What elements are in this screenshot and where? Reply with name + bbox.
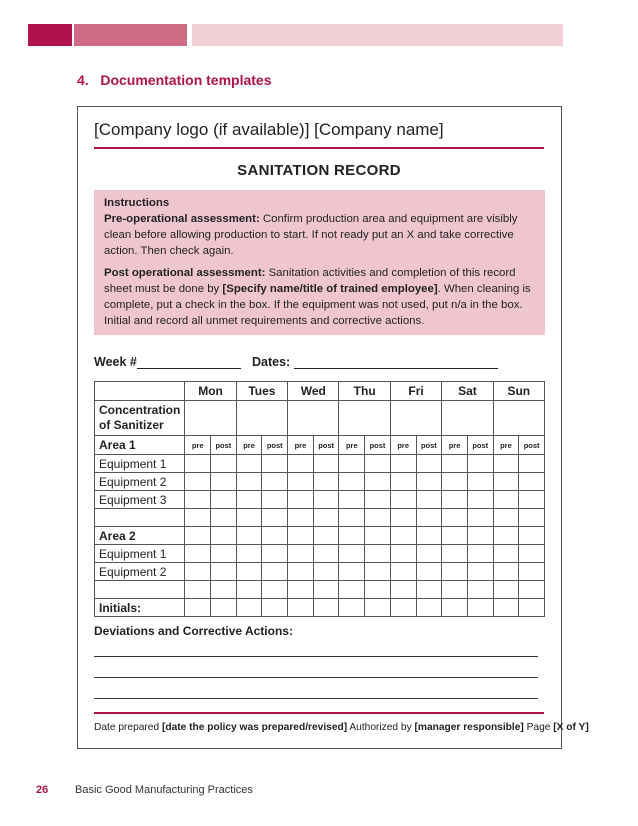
check-cell[interactable] xyxy=(339,545,365,563)
check-cell[interactable] xyxy=(313,491,339,509)
check-cell[interactable] xyxy=(236,509,262,527)
check-cell[interactable] xyxy=(211,473,237,491)
check-cell[interactable] xyxy=(236,473,262,491)
check-cell[interactable] xyxy=(416,491,442,509)
pre-operational-text xyxy=(104,211,535,259)
check-cell[interactable] xyxy=(313,563,339,581)
check-cell[interactable] xyxy=(442,473,468,491)
check-cell[interactable] xyxy=(390,581,416,599)
concentration-label: Concentration of Sanitizer xyxy=(95,401,185,436)
pre-header: pre xyxy=(442,436,468,455)
check-cell[interactable] xyxy=(211,455,237,473)
check-cell[interactable] xyxy=(519,545,545,563)
check-cell[interactable] xyxy=(365,473,391,491)
post-header: post xyxy=(211,436,237,455)
check-cell[interactable] xyxy=(313,599,339,617)
check-cell[interactable] xyxy=(365,581,391,599)
header-bar-dark xyxy=(28,24,72,46)
check-cell[interactable] xyxy=(236,545,262,563)
check-cell[interactable] xyxy=(211,581,237,599)
check-cell[interactable] xyxy=(467,509,493,527)
check-cell[interactable] xyxy=(339,527,365,545)
authorized-by-value: [manager responsible] xyxy=(414,722,524,733)
concentration-cell[interactable] xyxy=(493,401,544,436)
check-cell[interactable] xyxy=(185,509,211,527)
day-header: Tues xyxy=(236,382,287,401)
check-cell[interactable] xyxy=(236,455,262,473)
day-header: Sat xyxy=(442,382,493,401)
check-cell[interactable] xyxy=(339,509,365,527)
instructions-box xyxy=(94,190,545,335)
check-cell[interactable] xyxy=(467,563,493,581)
day-header: Sun xyxy=(493,382,544,401)
day-header: Fri xyxy=(390,382,441,401)
date-prepared-label: Date prepared xyxy=(94,722,162,733)
pre-header: pre xyxy=(493,436,519,455)
day-header: Thu xyxy=(339,382,390,401)
check-cell[interactable] xyxy=(467,491,493,509)
check-cell[interactable] xyxy=(185,455,211,473)
check-cell[interactable] xyxy=(442,545,468,563)
header-bar-mid xyxy=(74,24,187,46)
check-cell[interactable] xyxy=(262,581,288,599)
check-cell[interactable] xyxy=(519,563,545,581)
post-operational-body-1: Sanitation activities and completion of this record sheet must be done by xyxy=(104,267,516,295)
dates-input-line[interactable] xyxy=(294,356,498,369)
check-cell[interactable] xyxy=(211,527,237,545)
pre-header: pre xyxy=(185,436,211,455)
check-cell[interactable] xyxy=(313,545,339,563)
check-cell[interactable] xyxy=(467,473,493,491)
check-cell[interactable] xyxy=(467,581,493,599)
check-cell[interactable] xyxy=(467,599,493,617)
check-cell[interactable] xyxy=(390,509,416,527)
check-cell[interactable] xyxy=(390,599,416,617)
check-cell[interactable] xyxy=(416,545,442,563)
check-cell[interactable] xyxy=(288,545,314,563)
record-title: SANITATION RECORD xyxy=(237,162,401,179)
check-cell[interactable] xyxy=(467,527,493,545)
sanitation-table xyxy=(94,381,545,617)
check-cell[interactable] xyxy=(211,545,237,563)
check-cell[interactable] xyxy=(211,563,237,581)
check-cell[interactable] xyxy=(185,563,211,581)
check-cell[interactable] xyxy=(416,581,442,599)
check-cell[interactable] xyxy=(519,509,545,527)
post-operational-body-2: . When cleaning is complete, put a check in the box. If the equipment was not used, put n/a in the box. Initial and record all unmet requirements and corrective actions. xyxy=(104,283,531,327)
check-cell[interactable] xyxy=(467,455,493,473)
check-cell[interactable] xyxy=(339,581,365,599)
check-cell[interactable] xyxy=(236,491,262,509)
check-cell[interactable] xyxy=(442,509,468,527)
post-header: post xyxy=(416,436,442,455)
section-number: 4. xyxy=(77,72,89,88)
pre-header: pre xyxy=(339,436,365,455)
page-label: Page xyxy=(523,722,554,733)
check-cell[interactable] xyxy=(365,491,391,509)
check-cell[interactable] xyxy=(288,563,314,581)
check-cell[interactable] xyxy=(416,599,442,617)
check-cell[interactable] xyxy=(390,473,416,491)
check-cell[interactable] xyxy=(262,527,288,545)
check-cell[interactable] xyxy=(211,491,237,509)
week-label: Week # xyxy=(94,355,137,369)
check-cell[interactable] xyxy=(442,455,468,473)
instructions-heading: Instructions xyxy=(104,197,170,209)
concentration-cell[interactable] xyxy=(339,401,390,436)
check-cell[interactable] xyxy=(288,491,314,509)
authorized-by-label: Authorized by xyxy=(347,722,415,733)
check-cell[interactable] xyxy=(288,455,314,473)
check-cell[interactable] xyxy=(416,509,442,527)
concentration-cell[interactable] xyxy=(236,401,287,436)
dates-field[interactable] xyxy=(252,355,498,369)
date-prepared-value: [date the policy was prepared/revised] xyxy=(161,722,348,733)
deviations-label: Deviations and Corrective Actions: xyxy=(94,624,293,638)
check-cell[interactable] xyxy=(313,473,339,491)
day-header: Wed xyxy=(288,382,339,401)
page-value: [X of Y] xyxy=(553,722,589,733)
check-cell[interactable] xyxy=(185,491,211,509)
check-cell[interactable] xyxy=(236,563,262,581)
concentration-cell[interactable] xyxy=(185,401,236,436)
section-title xyxy=(77,72,272,88)
check-cell[interactable] xyxy=(416,473,442,491)
check-cell[interactable] xyxy=(313,509,339,527)
equipment-label: Equipment 2 xyxy=(95,563,185,581)
check-cell[interactable] xyxy=(339,563,365,581)
check-cell[interactable] xyxy=(365,599,391,617)
check-cell[interactable] xyxy=(288,527,314,545)
week-field[interactable] xyxy=(94,355,241,369)
check-cell[interactable] xyxy=(288,581,314,599)
check-cell[interactable] xyxy=(262,599,288,617)
check-cell[interactable] xyxy=(519,491,545,509)
pre-header: pre xyxy=(236,436,262,455)
check-cell[interactable] xyxy=(365,527,391,545)
blank-row-label[interactable] xyxy=(95,509,185,527)
check-cell[interactable] xyxy=(416,455,442,473)
check-cell[interactable] xyxy=(339,599,365,617)
check-cell[interactable] xyxy=(185,527,211,545)
check-cell[interactable] xyxy=(211,599,237,617)
check-cell[interactable] xyxy=(493,599,519,617)
pre-operational-label: Pre-operational assessment: xyxy=(104,213,260,225)
check-cell[interactable] xyxy=(262,455,288,473)
check-cell[interactable] xyxy=(365,563,391,581)
check-cell[interactable] xyxy=(493,545,519,563)
post-operational-text xyxy=(104,265,535,329)
check-cell[interactable] xyxy=(339,455,365,473)
check-cell[interactable] xyxy=(262,563,288,581)
post-header: post xyxy=(467,436,493,455)
initials-label: Initials: xyxy=(95,599,185,617)
post-header: post xyxy=(262,436,288,455)
check-cell[interactable] xyxy=(185,473,211,491)
check-cell[interactable] xyxy=(365,509,391,527)
check-cell[interactable] xyxy=(339,473,365,491)
footer-divider xyxy=(94,712,544,714)
concentration-cell[interactable] xyxy=(390,401,441,436)
check-cell[interactable] xyxy=(442,563,468,581)
check-cell[interactable] xyxy=(442,491,468,509)
check-cell[interactable] xyxy=(493,491,519,509)
check-cell[interactable] xyxy=(262,491,288,509)
check-cell[interactable] xyxy=(185,581,211,599)
post-header: post xyxy=(519,436,545,455)
check-cell[interactable] xyxy=(493,527,519,545)
check-cell[interactable] xyxy=(493,509,519,527)
check-cell[interactable] xyxy=(236,581,262,599)
check-cell[interactable] xyxy=(519,599,545,617)
check-cell[interactable] xyxy=(390,563,416,581)
check-cell[interactable] xyxy=(313,581,339,599)
check-cell[interactable] xyxy=(262,473,288,491)
check-cell[interactable] xyxy=(236,527,262,545)
header-bar-light xyxy=(192,24,563,46)
equipment-label: Equipment 3 xyxy=(95,491,185,509)
check-cell[interactable] xyxy=(288,599,314,617)
dates-label: Dates: xyxy=(252,355,291,369)
blank-row-label[interactable] xyxy=(95,581,185,599)
check-cell[interactable] xyxy=(390,455,416,473)
check-cell[interactable] xyxy=(390,527,416,545)
check-cell[interactable] xyxy=(390,491,416,509)
check-cell[interactable] xyxy=(442,527,468,545)
check-cell[interactable] xyxy=(519,581,545,599)
check-cell[interactable] xyxy=(519,473,545,491)
post-operational-label: Post operational assessment: xyxy=(104,267,266,279)
check-cell[interactable] xyxy=(390,545,416,563)
pre-operational-body: Confirm production area and equipment are visibly clean before allowing production to start. If not ready put an X and take corrective action. Then check again. xyxy=(104,213,518,257)
concentration-cell[interactable] xyxy=(288,401,339,436)
check-cell[interactable] xyxy=(288,473,314,491)
check-cell[interactable] xyxy=(416,527,442,545)
week-input-line[interactable] xyxy=(137,356,241,369)
check-cell[interactable] xyxy=(416,563,442,581)
pre-header: pre xyxy=(288,436,314,455)
post-header: post xyxy=(313,436,339,455)
check-cell[interactable] xyxy=(236,599,262,617)
pre-header: pre xyxy=(390,436,416,455)
area-label: Area 2 xyxy=(95,527,185,545)
deviation-line[interactable] xyxy=(94,677,538,678)
equipment-label: Equipment 1 xyxy=(95,545,185,563)
concentration-cell[interactable] xyxy=(442,401,493,436)
check-cell[interactable] xyxy=(493,563,519,581)
check-cell[interactable] xyxy=(313,527,339,545)
check-cell[interactable] xyxy=(493,473,519,491)
check-cell[interactable] xyxy=(442,599,468,617)
equipment-label: Equipment 2 xyxy=(95,473,185,491)
check-cell[interactable] xyxy=(185,599,211,617)
check-cell[interactable] xyxy=(442,581,468,599)
footer-meta xyxy=(94,722,589,733)
check-cell[interactable] xyxy=(519,455,545,473)
equipment-label: Equipment 1 xyxy=(95,455,185,473)
check-cell[interactable] xyxy=(185,545,211,563)
check-cell[interactable] xyxy=(365,455,391,473)
check-cell[interactable] xyxy=(262,545,288,563)
deviation-line[interactable] xyxy=(94,698,538,699)
book-title: Basic Good Manufacturing Practices xyxy=(75,784,253,796)
check-cell[interactable] xyxy=(493,455,519,473)
day-header: Mon xyxy=(185,382,236,401)
title-divider xyxy=(94,147,544,149)
post-header: post xyxy=(365,436,391,455)
company-header: [Company logo (if available)] [Company name] xyxy=(94,120,444,139)
post-operational-employee: [Specify name/title of trained employee] xyxy=(222,283,438,295)
section-label: Documentation templates xyxy=(100,72,272,88)
check-cell[interactable] xyxy=(339,491,365,509)
check-cell[interactable] xyxy=(313,455,339,473)
check-cell[interactable] xyxy=(211,509,237,527)
page-number: 26 xyxy=(36,784,49,796)
table-corner xyxy=(95,382,185,401)
deviation-line[interactable] xyxy=(94,656,538,657)
check-cell[interactable] xyxy=(467,545,493,563)
area-label: Area 1 xyxy=(95,436,185,455)
check-cell[interactable] xyxy=(493,581,519,599)
check-cell[interactable] xyxy=(288,509,314,527)
check-cell[interactable] xyxy=(262,509,288,527)
check-cell[interactable] xyxy=(365,545,391,563)
check-cell[interactable] xyxy=(519,527,545,545)
